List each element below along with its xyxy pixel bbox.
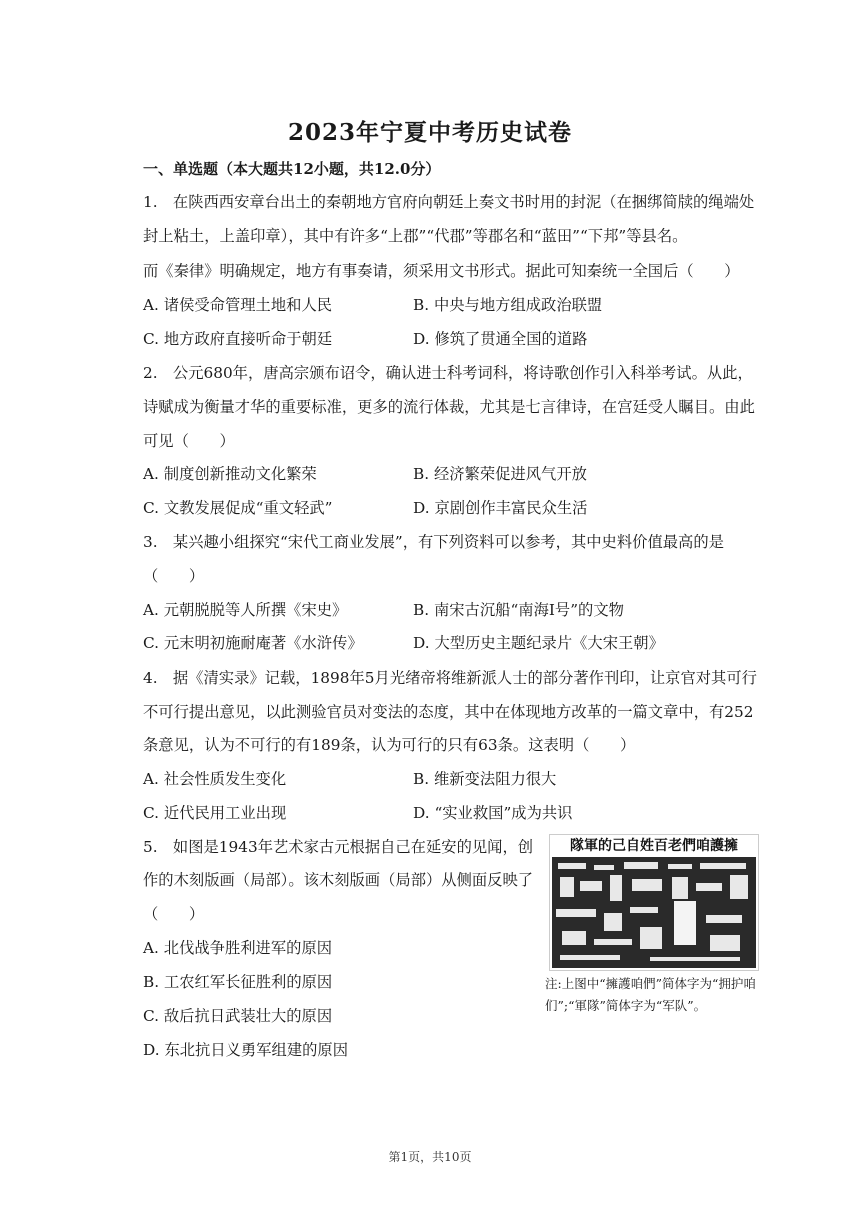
question-1-line-1: 1. 在陕西西安章台出土的秦朝地方官府向朝廷上奏文书时用的封泥（在捆绑简牍的绳端处: [143, 193, 755, 211]
question-2-line-3: 可见（ ）: [143, 432, 235, 450]
question-3-option-b: B. 南宋古沉船“南海Ⅰ号”的文物: [413, 601, 624, 619]
question-5-option-a: A. 北伐战争胜利进军的原因: [143, 939, 333, 957]
woodcut-art-icon: [550, 835, 758, 970]
question-2-option-b: B. 经济繁荣促进风气开放: [413, 465, 587, 483]
question-4-line-2: 不可行提出意见，以此测验官员对变法的态度，其中在体现地方改革的一篇文章中，有252: [143, 703, 754, 721]
question-4-option-c: C. 近代民用工业出现: [143, 804, 287, 822]
question-1-option-b: B. 中央与地方组成政治联盟: [413, 296, 603, 314]
question-4-option-a: A. 社会性质发生变化: [143, 770, 287, 788]
question-1-option-d: D. 修筑了贯通全国的道路: [413, 330, 588, 348]
question-5-line-3: （ ）: [143, 905, 205, 923]
question-1-option-a: A. 诸侯受命管理土地和人民: [143, 296, 333, 314]
question-1-line-3: 而《秦律》明确规定，地方有事奏请，须采用文书形式。据此可知秦统一全国后（ ）: [143, 262, 740, 280]
question-1-line-2: 封上粘土，上盖印章），其中有许多“上郡”“代郡”等郡名和“蓝田”“下邦”等县名。: [143, 227, 688, 245]
question-2-option-a: A. 制度创新推动文化繁荣: [143, 465, 317, 483]
question-5-line-1: 5. 如图是1943年艺术家古元根据自己在延安的见闻，创: [143, 838, 534, 856]
question-5-option-d: D. 东北抗日义勇军组建的原因: [143, 1041, 349, 1059]
question-2-option-c: C. 文教发展促成“重文轻武”: [143, 499, 333, 517]
question-4-line-3: 条意见，认为不可行的有189条，认为可行的只有63条。这表明（ ）: [143, 736, 636, 754]
question-2-line-1: 2. 公元680年，唐高宗颁布诏令，确认进士科考词科，将诗歌创作引入科举考试。从此，: [143, 364, 753, 382]
woodcut-banner: 隊軍的己自姓百老們咱護擁: [570, 838, 738, 854]
question-4-line-1: 4. 据《清实录》记载，1898年5月光绪帝将维新派人士的部分著作刊印，让京官对其可行: [143, 669, 757, 687]
question-5-option-b: B. 工农红军长征胜利的原因: [143, 973, 333, 991]
page-title: 2023年宁夏中考历史试卷: [287, 119, 572, 146]
question-1-option-c: C. 地方政府直接听命于朝廷: [143, 330, 333, 348]
question-3-line-1: 3. 某兴趣小组探究“宋代工商业发展”，有下列资料可以参考，其中史料价值最高的是: [143, 533, 724, 551]
question-3-option-c: C. 元末明初施耐庵著《水浒传》: [143, 634, 363, 652]
question-4-option-b: B. 维新变法阻力很大: [413, 770, 557, 788]
question-5-option-c: C. 敌后抗日武装壮大的原因: [143, 1007, 333, 1025]
section-heading: 一、单选题（本大题共12小题，共12.0分）: [143, 160, 441, 178]
woodcut-illustration: [549, 834, 759, 971]
question-2-option-d: D. 京剧创作丰富民众生活: [413, 499, 588, 517]
image-caption: 注:上图中“擁護咱們”简体字为“拥护咱们”;“軍隊”简体字为“军队”。: [545, 976, 756, 1013]
question-5-line-2: 作的木刻版画（局部）。该木刻版画（局部）从侧面反映了: [143, 871, 534, 889]
question-2-line-2: 诗赋成为衡量才华的重要标准，更多的流行体裁，尤其是七言律诗，在宫廷受人瞩目。由此: [143, 398, 755, 416]
question-3-option-d: D. 大型历史主题纪录片《大宋王朝》: [413, 634, 664, 652]
question-3-option-a: A. 元朝脱脱等人所撰《宋史》: [143, 601, 348, 619]
question-4-option-d: D. “实业救国”成为共识: [413, 804, 573, 822]
question-3-line-2: （ ）: [143, 567, 205, 585]
page-footer: 第1页，共10页: [388, 1150, 472, 1164]
